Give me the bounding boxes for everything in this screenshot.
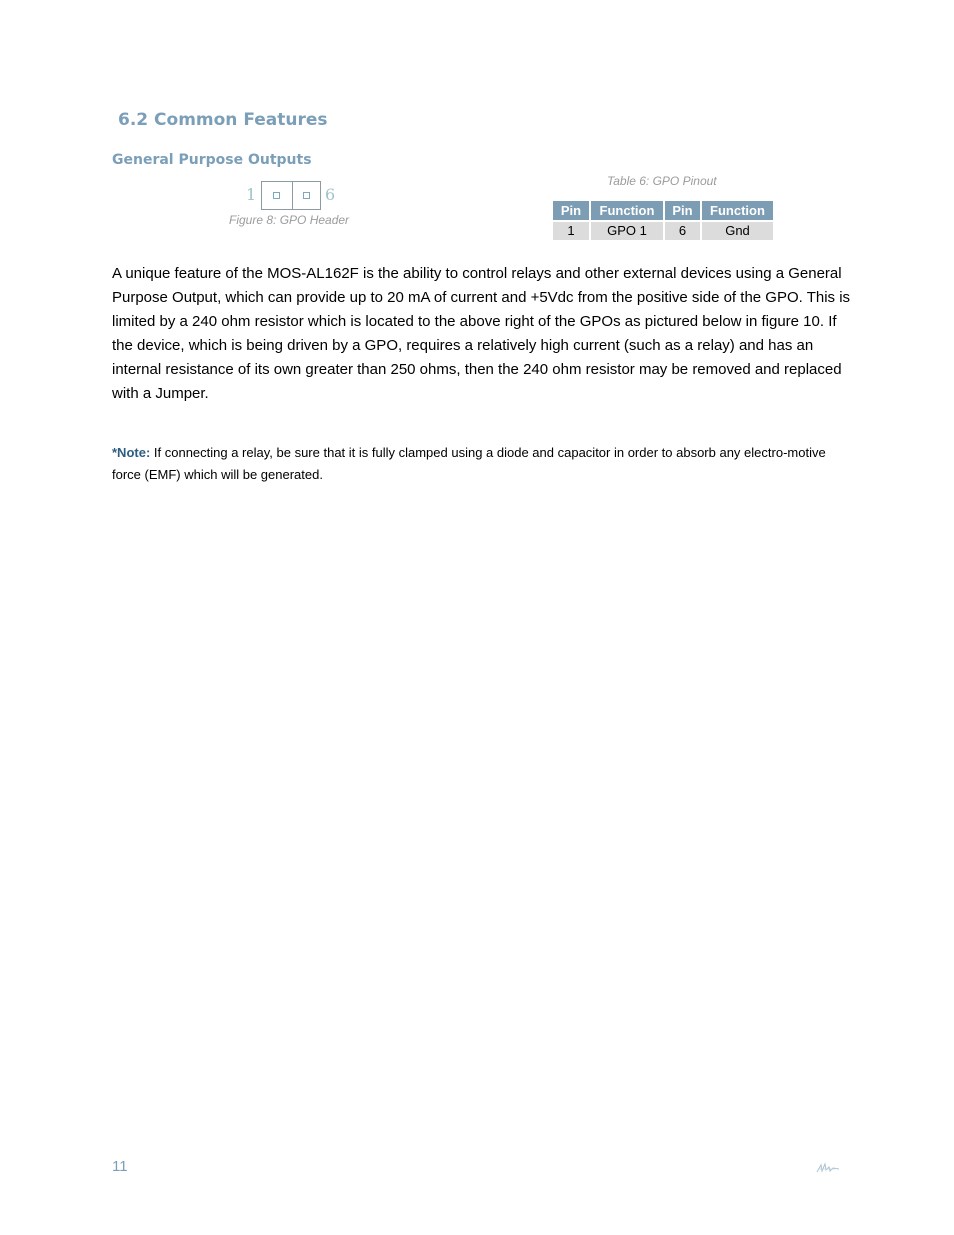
note-label: *Note: (112, 445, 151, 460)
pin-square-icon (273, 192, 280, 199)
section-title: 6.2 Common Features (118, 110, 328, 130)
note-paragraph (112, 442, 852, 486)
pin-label-1: 1 (246, 185, 257, 204)
table-header-cell: Pin (553, 201, 591, 220)
signature-icon (815, 1160, 841, 1176)
page-number: 11 (112, 1158, 128, 1175)
table-header-cell: Function (702, 201, 773, 220)
note-text: If connecting a relay, be sure that it is fully clamped using a diode and capacitor in order to absorb any electro-motive force (EMF) which will be generated. (112, 445, 826, 482)
gpo-header-figure (230, 180, 360, 214)
table-row (553, 220, 773, 240)
pin-label-6: 6 (325, 185, 336, 204)
table-cell: GPO 1 (591, 220, 665, 240)
table-header-cell: Function (591, 201, 665, 220)
subsection-title: General Purpose Outputs (112, 152, 312, 168)
connector-divider (292, 182, 293, 209)
table-cell: Gnd (702, 220, 773, 240)
figure-caption: Figure 8: GPO Header (229, 213, 350, 227)
table-caption: Table 6: GPO Pinout (607, 174, 717, 188)
table-header-cell: Pin (665, 201, 702, 220)
body-paragraph: A unique feature of the MOS-AL162F is the ability to control relays and other external devices using a General Purpose Output, which can provide up to 20 mA of current and +5Vdc from the positive side of the GPO. This is limited by a 240 ohm resistor which is located to the above right of the GPOs as pictured below in figure 10. If the device, which is being driven by a GPO, requires a relatively high current (such as a relay) and has an internal resistance of its own greater than 250 ohms, then the 240 ohm resistor may be removed and replaced with a Jumper. (112, 265, 851, 402)
table-header-row (553, 201, 773, 220)
table-cell: 6 (665, 220, 702, 240)
table-cell: 1 (553, 220, 591, 240)
gpo-pinout-table (553, 201, 773, 240)
pin-square-icon (303, 192, 310, 199)
header-connector-icon (261, 181, 321, 210)
